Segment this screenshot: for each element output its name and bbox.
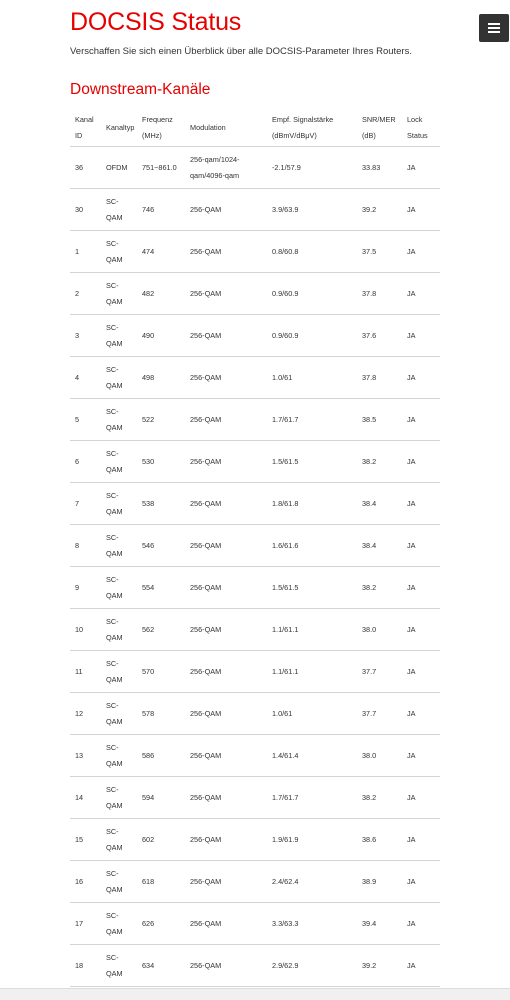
modulation-cell: 256-QAM	[185, 861, 267, 903]
channel-type-cell: SC-QAM	[101, 945, 137, 987]
channel-id-cell: 30	[70, 189, 101, 231]
frequency-cell: 546	[137, 525, 185, 567]
signal-power-cell: 2.4/62.4	[267, 861, 357, 903]
channel-id-cell: 13	[70, 735, 101, 777]
channel-id-cell: 9	[70, 567, 101, 609]
snr-cell: 38.2	[357, 567, 402, 609]
signal-power-cell: 1.6/61.6	[267, 525, 357, 567]
signal-power-cell: -2.1/57.9	[267, 147, 357, 189]
lock-status-cell: JA	[402, 567, 440, 609]
lock-status-cell: JA	[402, 777, 440, 819]
modulation-cell: 256-QAM	[185, 189, 267, 231]
frequency-cell: 522	[137, 399, 185, 441]
table-row	[70, 609, 440, 651]
column-header-text: SNR/MER	[362, 115, 396, 124]
section-title-downstream: Downstream-Kanäle	[70, 81, 211, 98]
modulation-cell: 256-QAM	[185, 945, 267, 987]
channel-type-cell: SC-QAM	[101, 693, 137, 735]
channel-id-cell: 6	[70, 441, 101, 483]
snr-cell: 38.9	[357, 861, 402, 903]
channel-type-cell: OFDM	[101, 147, 137, 189]
frequency-cell: 586	[137, 735, 185, 777]
column-header-text: Empf. Signalstärke	[272, 115, 334, 124]
column-header-text: ID	[75, 131, 83, 140]
downstream-channels-table	[70, 108, 440, 987]
frequency-cell: 482	[137, 273, 185, 315]
column-header	[101, 108, 137, 147]
channel-id-cell: 11	[70, 651, 101, 693]
snr-cell: 39.2	[357, 189, 402, 231]
modulation-cell: 256-QAM	[185, 819, 267, 861]
channel-type-cell: SC-QAM	[101, 903, 137, 945]
channel-type-cell: SC-QAM	[101, 567, 137, 609]
lock-status-cell: JA	[402, 903, 440, 945]
column-header-text: (dBmV/dBμV)	[272, 131, 317, 140]
snr-cell: 37.8	[357, 273, 402, 315]
browser-bottom-bar	[0, 988, 510, 1000]
menu-button[interactable]	[479, 14, 509, 42]
table-row	[70, 483, 440, 525]
channel-type-cell: SC-QAM	[101, 483, 137, 525]
page-subtitle: Verschaffen Sie sich einen Überblick über alle DOCSIS-Parameter Ihres Routers.	[70, 46, 412, 57]
modulation-cell: 256-QAM	[185, 525, 267, 567]
frequency-cell: 554	[137, 567, 185, 609]
signal-power-cell: 1.7/61.7	[267, 399, 357, 441]
snr-cell: 37.6	[357, 315, 402, 357]
channel-id-cell: 12	[70, 693, 101, 735]
column-header-text: Lock	[407, 115, 423, 124]
table-row	[70, 567, 440, 609]
channel-type-cell: SC-QAM	[101, 231, 137, 273]
table-row	[70, 777, 440, 819]
snr-cell: 39.2	[357, 945, 402, 987]
table-row	[70, 945, 440, 987]
channel-id-cell: 1	[70, 231, 101, 273]
lock-status-cell: JA	[402, 147, 440, 189]
frequency-cell: 594	[137, 777, 185, 819]
column-header	[137, 108, 185, 147]
snr-cell: 38.4	[357, 483, 402, 525]
column-header	[357, 108, 402, 147]
snr-cell: 38.4	[357, 525, 402, 567]
signal-power-cell: 2.9/62.9	[267, 945, 357, 987]
lock-status-cell: JA	[402, 651, 440, 693]
modulation-cell: 256-QAM	[185, 735, 267, 777]
snr-cell: 38.0	[357, 735, 402, 777]
lock-status-cell: JA	[402, 735, 440, 777]
signal-power-cell: 0.8/60.8	[267, 231, 357, 273]
snr-cell: 38.6	[357, 819, 402, 861]
modulation-cell: 256-QAM	[185, 315, 267, 357]
snr-cell: 38.5	[357, 399, 402, 441]
modulation-cell: 256-QAM	[185, 357, 267, 399]
channel-id-cell: 7	[70, 483, 101, 525]
channel-id-cell: 8	[70, 525, 101, 567]
channel-type-cell: SC-QAM	[101, 861, 137, 903]
frequency-cell: 562	[137, 609, 185, 651]
modulation-cell: 256-QAM	[185, 483, 267, 525]
table-row	[70, 147, 440, 189]
table-row	[70, 903, 440, 945]
channel-id-cell: 4	[70, 357, 101, 399]
snr-cell: 38.0	[357, 609, 402, 651]
modulation-cell: 256-QAM	[185, 693, 267, 735]
lock-status-cell: JA	[402, 399, 440, 441]
table-row	[70, 651, 440, 693]
snr-cell: 37.8	[357, 357, 402, 399]
channel-id-cell: 16	[70, 861, 101, 903]
table-row	[70, 735, 440, 777]
channel-id-cell: 18	[70, 945, 101, 987]
channel-type-cell: SC-QAM	[101, 651, 137, 693]
column-header	[267, 108, 357, 147]
frequency-cell: 578	[137, 693, 185, 735]
signal-power-cell: 1.5/61.5	[267, 567, 357, 609]
channel-id-cell: 10	[70, 609, 101, 651]
channel-type-cell: SC-QAM	[101, 735, 137, 777]
channel-type-cell: SC-QAM	[101, 315, 137, 357]
lock-status-cell: JA	[402, 945, 440, 987]
column-header	[402, 108, 440, 147]
frequency-cell: 538	[137, 483, 185, 525]
column-header-text: (MHz)	[142, 131, 162, 140]
channel-id-cell: 5	[70, 399, 101, 441]
snr-cell: 38.2	[357, 777, 402, 819]
channel-type-cell: SC-QAM	[101, 525, 137, 567]
table-row	[70, 357, 440, 399]
column-header	[185, 108, 267, 147]
snr-cell: 38.2	[357, 441, 402, 483]
table-row	[70, 819, 440, 861]
table-row	[70, 441, 440, 483]
frequency-cell: 490	[137, 315, 185, 357]
frequency-cell: 751~861.0	[137, 147, 185, 189]
frequency-cell: 626	[137, 903, 185, 945]
modulation-cell: 256-QAM	[185, 567, 267, 609]
channel-type-cell: SC-QAM	[101, 777, 137, 819]
lock-status-cell: JA	[402, 819, 440, 861]
frequency-cell: 474	[137, 231, 185, 273]
table-row	[70, 273, 440, 315]
channel-type-cell: SC-QAM	[101, 819, 137, 861]
signal-power-cell: 1.4/61.4	[267, 735, 357, 777]
channel-type-cell: SC-QAM	[101, 441, 137, 483]
column-header-text: Kanal	[75, 115, 94, 124]
snr-cell: 39.4	[357, 903, 402, 945]
table-row	[70, 693, 440, 735]
signal-power-cell: 1.0/61	[267, 693, 357, 735]
lock-status-cell: JA	[402, 861, 440, 903]
column-header-text: (dB)	[362, 131, 376, 140]
channel-type-cell: SC-QAM	[101, 357, 137, 399]
table-body	[70, 147, 440, 987]
signal-power-cell: 3.9/63.9	[267, 189, 357, 231]
signal-power-cell: 1.1/61.1	[267, 651, 357, 693]
frequency-cell: 570	[137, 651, 185, 693]
modulation-cell: 256-qam/1024-qam/4096-qam	[185, 147, 267, 189]
column-header-text: Kanaltyp	[106, 123, 135, 132]
frequency-cell: 602	[137, 819, 185, 861]
lock-status-cell: JA	[402, 273, 440, 315]
lock-status-cell: JA	[402, 189, 440, 231]
lock-status-cell: JA	[402, 525, 440, 567]
table-row	[70, 189, 440, 231]
signal-power-cell: 1.8/61.8	[267, 483, 357, 525]
signal-power-cell: 1.1/61.1	[267, 609, 357, 651]
lock-status-cell: JA	[402, 609, 440, 651]
signal-power-cell: 0.9/60.9	[267, 273, 357, 315]
snr-cell: 37.7	[357, 693, 402, 735]
signal-power-cell: 1.7/61.7	[267, 777, 357, 819]
signal-power-cell: 1.5/61.5	[267, 441, 357, 483]
table-row	[70, 525, 440, 567]
frequency-cell: 498	[137, 357, 185, 399]
channel-id-cell: 3	[70, 315, 101, 357]
table-row	[70, 399, 440, 441]
column-header-text: Status	[407, 131, 428, 140]
column-header-text: Frequenz	[142, 115, 173, 124]
lock-status-cell: JA	[402, 357, 440, 399]
frequency-cell: 634	[137, 945, 185, 987]
modulation-cell: 256-QAM	[185, 441, 267, 483]
lock-status-cell: JA	[402, 693, 440, 735]
modulation-cell: 256-QAM	[185, 777, 267, 819]
modulation-cell: 256-QAM	[185, 399, 267, 441]
modulation-cell: 256-QAM	[185, 273, 267, 315]
modulation-cell: 256-QAM	[185, 609, 267, 651]
modulation-cell: 256-QAM	[185, 231, 267, 273]
frequency-cell: 530	[137, 441, 185, 483]
lock-status-cell: JA	[402, 483, 440, 525]
frequency-cell: 618	[137, 861, 185, 903]
signal-power-cell: 0.9/60.9	[267, 315, 357, 357]
table-row	[70, 315, 440, 357]
channel-id-cell: 14	[70, 777, 101, 819]
signal-power-cell: 1.0/61	[267, 357, 357, 399]
table-row	[70, 861, 440, 903]
channel-id-cell: 2	[70, 273, 101, 315]
channel-type-cell: SC-QAM	[101, 189, 137, 231]
modulation-cell: 256-QAM	[185, 903, 267, 945]
table-row	[70, 231, 440, 273]
channel-id-cell: 15	[70, 819, 101, 861]
channel-type-cell: SC-QAM	[101, 609, 137, 651]
lock-status-cell: JA	[402, 315, 440, 357]
snr-cell: 33.83	[357, 147, 402, 189]
channel-id-cell: 36	[70, 147, 101, 189]
column-header	[70, 108, 101, 147]
lock-status-cell: JA	[402, 231, 440, 273]
frequency-cell: 746	[137, 189, 185, 231]
channel-type-cell: SC-QAM	[101, 273, 137, 315]
column-header-text: Modulation	[190, 123, 226, 132]
modulation-cell: 256-QAM	[185, 651, 267, 693]
snr-cell: 37.5	[357, 231, 402, 273]
lock-status-cell: JA	[402, 441, 440, 483]
channel-id-cell: 17	[70, 903, 101, 945]
snr-cell: 37.7	[357, 651, 402, 693]
signal-power-cell: 3.3/63.3	[267, 903, 357, 945]
table-header-row	[70, 108, 440, 147]
page-title: DOCSIS Status	[70, 8, 242, 36]
channel-type-cell: SC-QAM	[101, 399, 137, 441]
signal-power-cell: 1.9/61.9	[267, 819, 357, 861]
